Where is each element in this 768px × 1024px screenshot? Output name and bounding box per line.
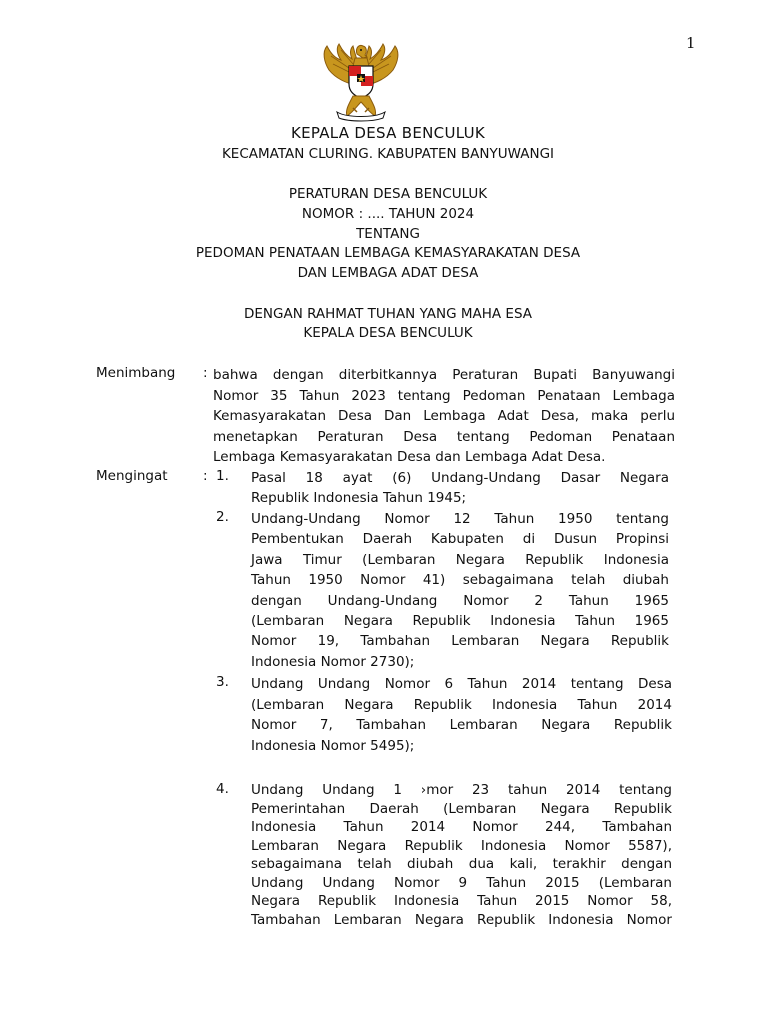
mengingat-line: Indonesia Nomor 2730); xyxy=(251,653,415,670)
mengingat-item-1-text xyxy=(251,468,669,508)
mengingat-line: Republik Indonesia Tahun 1945; xyxy=(251,490,467,506)
mengingat-colon: : xyxy=(203,468,208,484)
mengingat-line: (Lembaran Negara Republik Indonesia Tahun 2014 xyxy=(251,696,672,713)
mengingat-line: Undang-Undang Nomor 12 Tahun 1950 tentang xyxy=(251,511,669,527)
mengingat-line: Jawa Timur (Lembaran Negara Republik Indonesia xyxy=(251,551,669,568)
mengingat-label: Mengingat xyxy=(96,468,168,484)
menimbang-text xyxy=(213,365,675,468)
header-title: KEPALA DESA BENCULUK xyxy=(290,124,486,142)
menimbang-line: bahwa dengan diterbitkannya Peraturan Bupati Banyuwangi xyxy=(213,367,675,383)
preamble-line-1: DENGAN RAHMAT TUHAN YANG MAHA ESA xyxy=(243,306,533,322)
preamble-line-2: KEPALA DESA BENCULUK xyxy=(303,325,473,341)
mengingat-line: Nomor 19, Tambahan Lembaran Negara Republik xyxy=(251,633,669,650)
page-number: 1 xyxy=(686,34,696,52)
mengingat-line: Lembaran Negara Republik Indonesia Nomor 5587), xyxy=(251,837,672,854)
mengingat-line: Indonesia Nomor 5495); xyxy=(251,737,415,754)
mengingat-line: Indonesia Tahun 2014 Nomor 244, Tambahan xyxy=(251,819,672,835)
mengingat-line: sebagaimana telah diubah dua kali, terakhir dengan xyxy=(251,856,672,872)
mengingat-item-4-text xyxy=(251,781,672,929)
mengingat-line: Pasal 18 ayat (6) Undang-Undang Dasar Negara xyxy=(251,470,669,486)
mengingat-line: Tambahan Lembaran Negara Republik Indonesia Nomor xyxy=(251,911,672,928)
menimbang-line: Lembaga Kemasyarakatan Desa dan Lembaga Adat Desa. xyxy=(213,449,606,465)
mengingat-line: Pembentukan Daerah Kabupaten di Dusun Propinsi xyxy=(251,531,669,548)
menimbang-colon: : xyxy=(203,365,208,381)
regulation-line-2: NOMOR : .... TAHUN 2024 xyxy=(301,206,475,222)
header-subtitle: KECAMATAN CLURING. KABUPATEN BANYUWANGI xyxy=(221,146,555,162)
menimbang-line: Nomor 35 Tahun 2023 tentang Pedoman Penataan Lembaga xyxy=(213,387,675,404)
regulation-line-4: PEDOMAN PENATAAN LEMBAGA KEMASYARAKATAN DESA xyxy=(195,245,581,261)
regulation-line-1: PERATURAN DESA BENCULUK xyxy=(288,186,488,202)
mengingat-line: Undang Undang 1 ›mor 23 tahun 2014 tentang xyxy=(251,782,672,798)
mengingat-line: Undang Undang Nomor 9 Tahun 2015 (Lembaran xyxy=(251,874,672,891)
mengingat-line: Negara Republik Indonesia Tahun 2015 Nomor 58, xyxy=(251,893,672,909)
mengingat-line: (Lembaran Negara Republik Indonesia Tahun 1965 xyxy=(251,613,669,630)
menimbang-line: Kemasyarakatan Desa Dan Lembaga Adat Desa, maka perlu xyxy=(213,408,675,424)
mengingat-line: Nomor 7, Tambahan Lembaran Negara Republik xyxy=(251,717,672,733)
mengingat-item-1-number: 1. xyxy=(216,468,229,484)
mengingat-line: Pemerintahan Daerah (Lembaran Negara Republik xyxy=(251,800,672,817)
menimbang-label: Menimbang xyxy=(96,365,176,381)
mengingat-item-2-number: 2. xyxy=(216,509,229,525)
mengingat-item-3-number: 3. xyxy=(216,674,229,690)
regulation-line-3: TENTANG xyxy=(356,226,420,242)
garuda-emblem-icon xyxy=(319,42,403,122)
mengingat-item-3-text xyxy=(251,674,672,756)
mengingat-line: dengan Undang-Undang Nomor 2 Tahun 1965 xyxy=(251,592,669,609)
regulation-line-5: DAN LEMBAGA ADAT DESA xyxy=(297,265,479,281)
mengingat-item-4-number: 4. xyxy=(216,781,229,797)
mengingat-item-2-text xyxy=(251,509,669,672)
mengingat-line: Tahun 1950 Nomor 41) sebagaimana telah diubah xyxy=(251,572,669,589)
menimbang-line: menetapkan Peraturan Desa tentang Pedoman Penataan xyxy=(213,428,675,445)
mengingat-line: Undang Undang Nomor 6 Tahun 2014 tentang Desa xyxy=(251,676,672,692)
